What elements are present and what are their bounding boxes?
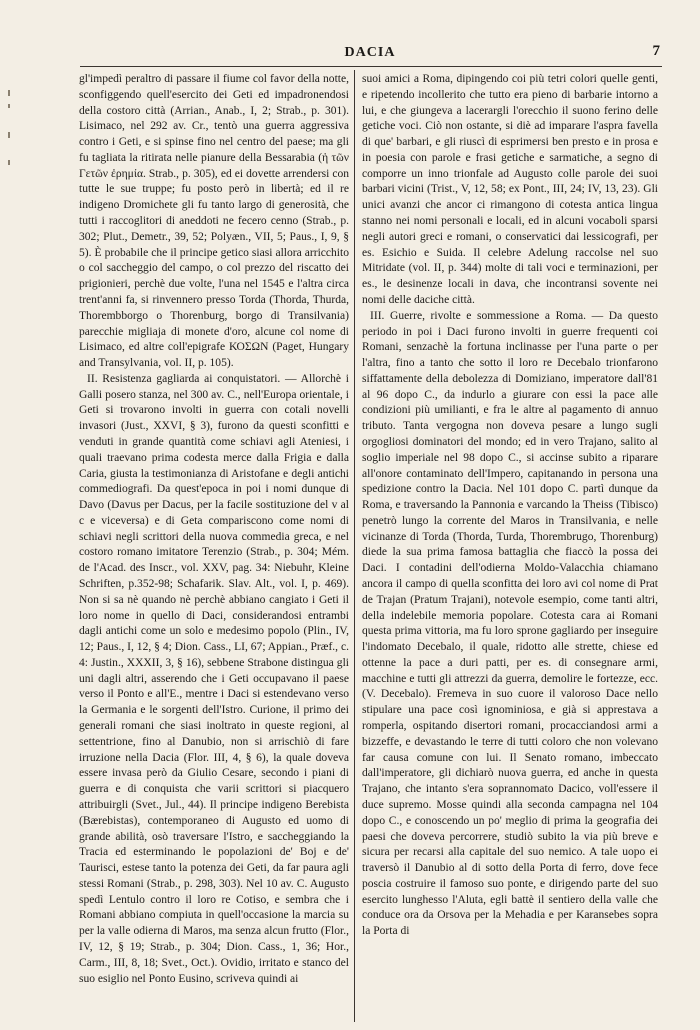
running-title: DACIA [344, 45, 396, 60]
right-paragraph-section-iii: III. Guerre, rivolte e sommessione a Roma. — Da questo periodo in poi i Daci furono involti in guerre frequenti coi Romani, senzachè la fortuna inclinasse per l'una parte o per l'altra, fino a tanto che sotto il loro re Decebalo trionfarono siffattamente della debolezza di Domiziano, imperatore dall'81 al 96 dopo C., da indurlo a giurare con essi la pace alle condizioni più umilianti, e fra le altre al pagamento di annuo tributo. Tanta vergogna non doveva pesare a lungo sugli orgogliosi dominatori del mondo; ed in vero Trajano, salito al soglio imperiale nel 98 dopo C., si accinse subito a riparare all'onore contaminato dell'Impero, capitanando in persona una spedizione contro la Dacia. Nel 101 dopo C. partì dunque da Roma, e traversando la Pannonia e varcando la Theiss (Tibisco) penetrò lungo la corrente del Maros in Transilvania, e nelle vicinanze di Torda (Thorda, Turda, Thorembrugo, Thorenburg) diede la sua prima famosa battaglia che fiaccò la possa dei Daci. I contadini dell'odierna Moldo-Valacchia chiamano ancora il campo di quella sconfitta dei loro avi col nome di Prat de Trajan (Pratum Trajani), notevole esempio, come tanti altri, della indelebile memoria popolare. Cotesta cara ai Romani questa prima vittoria, ma fu loro sprone gagliardo per inseguire l'indomato Decebalo, il quale, ridotto alle strette, chiese ed ottenne la pace a duri patti, per es. di consegnare armi, macchine e tutti gli attrezzi da guerra, demolire le fortezze, ecc. (V. Decebalo). Fremeva in suo cuore il valoroso Dace nello stipulare una pace così ignominiosa, e già si apprestava a romperla, ospitando disertori romani, procacciandosi armi a bizzeffe, e devastando le terre di tutti coloro che non volevano far causa comune con lui. Il Senato romano, imbeccato dall'imperatore, gli dichiarò nuova guerra, ed anche in questa Trajano, che intanto s'era soprannomato Dacico, voll'essere il duce supremo. Mosse quindi alla seconda campagna nel 104 dopo C., e conoscendo un po' meglio di prima la geografia dei paesi che doveva percorrere, studiò subito la via più breve e sicura per recarsi alla capitale del suo nemico. A tale uopo ei traversò il Danubio al di sotto della Porta di ferro, dove fece poscia costruire il famoso suo ponte, e dirigendo parte del suo esercito lunghesso l'Aluta, egli battè il sentiero della valle che conduce ora da Orsova per la Mehadia e per Karansebes sopra la Porta di [362, 309, 658, 938]
right-column [362, 72, 658, 1027]
page-header [80, 45, 660, 63]
right-paragraph-continued: suoi amici a Roma, dipingendo coi più tetri colori quelle genti, e ripetendo incollerito che tutto era pieno di barbarie intorno a lui, e che giungeva a lacerargli l'orecchio il suono ferino delle getiche voci. Ciò non ostante, si diè ad imparare l'aspra favella di que' barbari, e gli riuscì di esprimersi ben presto e in prosa e in poesia con parole e frasi getiche e sarmatiche, a segno di comporre un inno trionfale ad Augusto colle parole dei suoi barbari vicini (Trist., V, 12, 58; ex Pont., III, 24; IV, 13, 23). Gli unici avanzi che ancor ci rimangono di cotesta antica lingua stanno nei nomi personali e locali, ed in alcuni vocaboli sparsi negli autori greci e romani, o conservatici dai lessicografi, per es. Esichio e Suida. Il celebre Adelung raccolse nel suo Mitridate (vol. II, p. 344) molte di tali voci e terminazioni, per es., le desinenze locali in dava, che incontransi sovente nei nomi delle daciche città. [362, 73, 658, 306]
page-edge-marks [0, 90, 22, 290]
header-rule [80, 66, 662, 67]
column-divider [354, 70, 355, 1022]
page-number: 7 [652, 43, 660, 59]
left-column [79, 72, 349, 1027]
left-paragraph-section-ii: II. Resistenza gagliarda ai conquistatori. — Allorchè i Galli posero stanza, nel 300 av. C., nell'Europa orientale, i Geti si trovarono involti in guerra con cotali novelli invasori (Just., XXVI, § 3), furono da questi sconfitti e venduti in grande quantità come schiavi agli Ateniesi, i quali traevano prima codesta merce dalla Frigia e dalla Caria, giusta la testimonianza di Aristofane e degli antichi commediografi. Da quest'epoca in poi i nomi dunque di Davo (Davus per Dacus, per la facile sostituzione del v al c e viceversa) e di Geta compariscono come nomi di schiavi negli scrittori della nuova commedia greca, e nel costoro romano imitatore Terenzio (Strab., p. 304; Mém. de l'Acad. des Inscr., vol. XXV, pag. 34: Niebuhr, Kleine Schriften, p.352-98; Schafarik. Slav. Alt., vol. I, p. 469). Non si sa nè quando nè perchè abbiano cangiato i Geti il loro nome in quello di Daci, considerandosi entrambi dagli antichi come un solo e medesimo popolo (Plin., IV, 12; Paus., I, 12, § 4; Dion. Cass., LI, 67; Appian., Præf., c. 4: Justin., XXXII, 3, § 16), sebbene Strabone distingua gli uni dagli altri, asserendo che i Geti occupavano il paese verso il Ponto e all'E., mentre i Daci si estendevano verso la Germania e le sorgenti dell'Istro. Curione, il primo dei generali romani che siasi inoltrato in queste regioni, al settentrione, fino al Danubio, non si arrischiò di fare irruzione nella Dacia (Flor. III, 4, § 6), la quale doveva essere invasa però da Giulio Cesare, secondo i piani di guerra e di conquista che varii scrittori si piacquero attribuirgli (Svet., Jul., 44). Il principe indigeno Berebista (Bærebistas), contemporaneo di Augusto ed uomo di grande abilità, osò traversare l'Istro, e saccheggiando la Tracia ed esterminando le popolazioni de' Boj e de' Taurisci, estese tanto la potenza dei Geti, da far paura agli stessi Romani (Strab., p. 298, 303). Nel 10 av. C. Augusto spedì Lentulo contro il loro re Cotiso, e sembra che i Romani abbiano compiuta in quell'occasione la marcia su per la valle odierna di Maros, ma senza alcun frutto (Flor., IV, 12, § 19; Strab., p. 304; Dion. Cass., 1, 36; Hor., Carm., III, 8, 18; Svet., Oct.). Ovidio, irritato e stanco del suo esiglio nel Ponto Eusino, scriveva quindi ai [79, 372, 349, 985]
left-paragraph-continued: gl'impedì peraltro di passare il fiume col favor della notte, sconfiggendo quell'esercito dei Geti ed impadronendosi della costoro città (Arrian., Anab., I, 2; Strab., p. 301). Lisimaco, nel 292 av. Cr., tentò una guerra aggressiva contro i Geti, e si spinse fino nel centro del paese; ma gli fu tagliata la ritirata nelle pianure della Bessarabia (ἡ τῶν Γετῶν ἐρημία. Strab., p. 305), ed ei dovette arrendersi con tutte le sue truppe; fu posto però in libertà; ed il re indigeno Dromichete gli fu tanto largo di generosità, che tutti i raccoglitori di aneddoti ne fecero cenno (Strab., p. 302; Plut., Demetr., 39, 52; Polyæn., VII, 5; Paus., I, 9, § 5). È probabile che il principe getico siasi allora arricchito o col saccheggio del campo, o col prezzo del riscatto dei prigionieri, perchè due volte, l'una nel 1545 e l'altra circa trent'anni fa, si rinvennero presso Torda (Thorda, Thurda, Thorembborgo o Thorenburg, borgo di Transilvania) parecchie migliaja di monete d'oro, alcune col nome di Lisimaco, ed altre coll'epigrafe ΚΟΣΩΝ (Paget, Hungary and Transylvania, vol. II, p. 105). [79, 73, 349, 370]
